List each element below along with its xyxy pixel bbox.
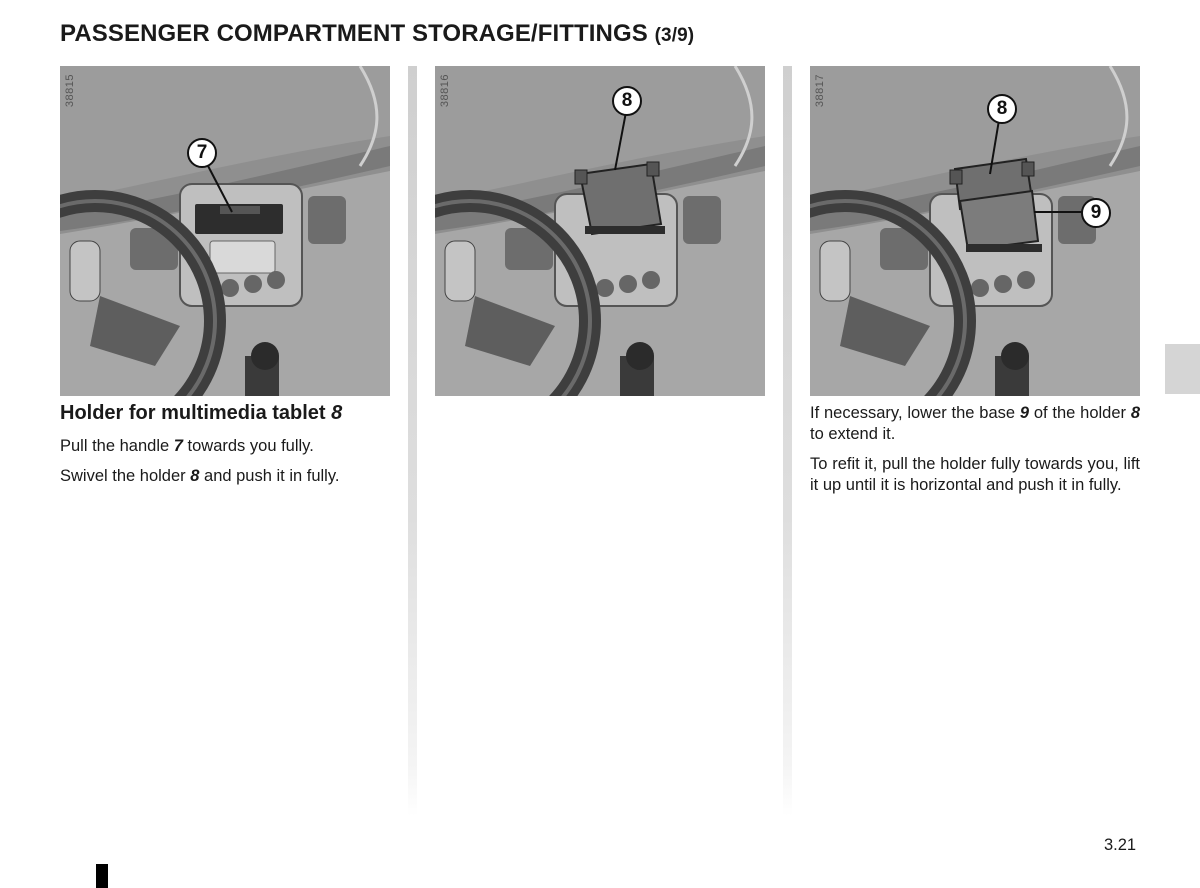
heading-text: Holder for multimedia tablet	[60, 402, 332, 424]
figure-ref: 38817	[814, 74, 826, 108]
figure-holder-8	[435, 66, 765, 396]
callout-8: 8	[612, 86, 642, 116]
ref-number: 9	[1019, 404, 1030, 422]
heading-ref: 8	[331, 402, 343, 424]
callout-8: 8	[987, 94, 1017, 124]
page-title-text: PASSENGER COMPARTMENT STORAGE/FITTINGS	[60, 20, 648, 47]
page-number: 3.21	[1104, 836, 1137, 854]
figure-handle-7	[60, 66, 390, 396]
column-separator	[783, 66, 792, 816]
page-title-part: (3/9)	[654, 25, 695, 46]
dashboard-illustration	[60, 66, 390, 396]
ref-number: 8	[1130, 404, 1141, 422]
text: to extend it.	[810, 425, 896, 443]
figure-base-9	[810, 66, 1140, 396]
figure-ref: 38816	[439, 74, 451, 108]
callout-9: 9	[1081, 198, 1111, 228]
corner-mark	[96, 864, 108, 888]
text: If necessary, lower the base	[810, 404, 1020, 422]
text: Swivel the holder	[60, 467, 191, 485]
chapter-tab	[1165, 344, 1200, 394]
text: towards you fully.	[182, 437, 314, 455]
figure-ref: 38815	[64, 74, 76, 108]
section-heading	[60, 402, 400, 425]
ref-number: 8	[190, 467, 200, 485]
text: and push it in fully.	[199, 467, 340, 485]
instruction-refit: To refit it, pull the holder fully towards you, lift it up until it is horizontal and push it in fully.	[810, 455, 1140, 494]
text: Pull the handle	[60, 437, 174, 455]
ref-number: 7	[173, 437, 183, 455]
instruction-lower-base	[810, 403, 1140, 445]
text: of the holder	[1029, 404, 1131, 422]
instruction-pull-handle	[60, 436, 390, 457]
page-title	[60, 20, 694, 48]
dashboard-illustration	[810, 66, 1140, 396]
instruction-swivel-holder	[60, 466, 390, 487]
callout-7: 7	[187, 138, 217, 168]
dashboard-illustration	[435, 66, 765, 396]
column-separator	[408, 66, 417, 816]
